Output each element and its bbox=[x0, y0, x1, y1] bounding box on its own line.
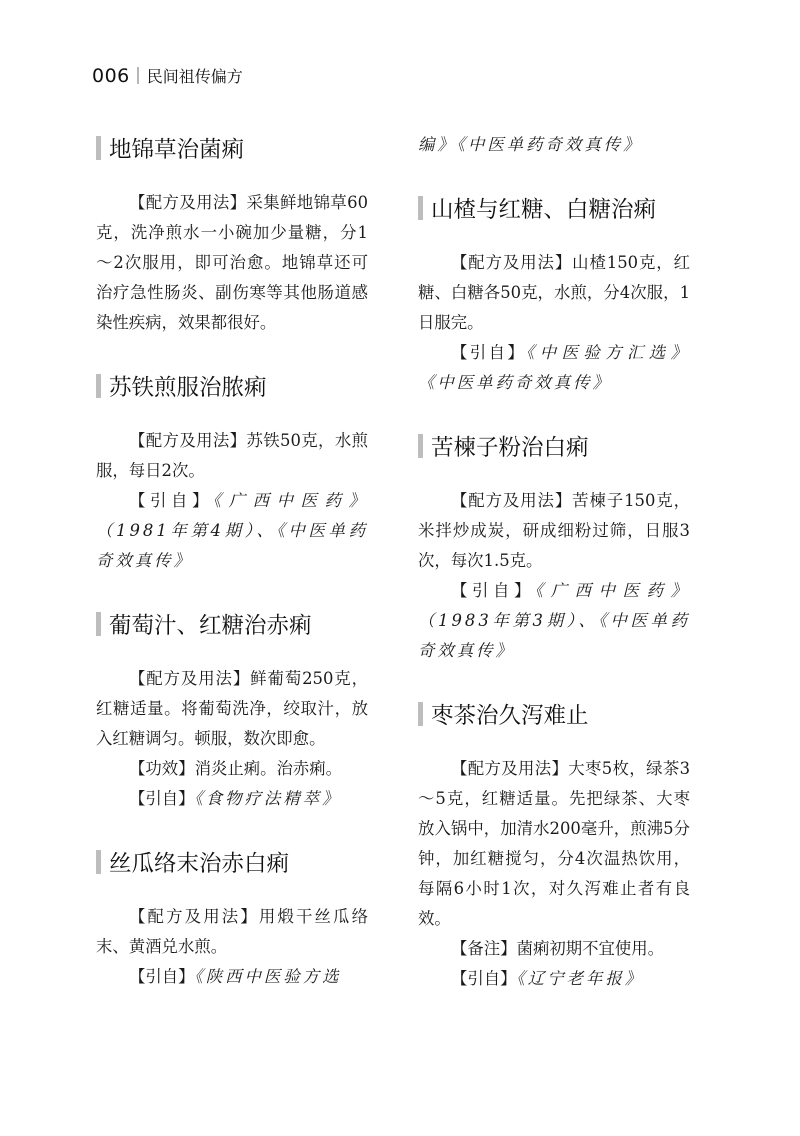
citation-continuation: 编》《中医单药奇效真传》 bbox=[418, 135, 643, 154]
citation-paragraph: 【引自】《辽宁老年报》 bbox=[451, 969, 645, 988]
title-marker-bar bbox=[96, 374, 101, 398]
title-marker-bar bbox=[96, 612, 101, 636]
right-column bbox=[418, 130, 690, 994]
note-paragraph: 【备注】菌痢初期不宜使用。 bbox=[451, 939, 665, 958]
book-title: 民间祖传偏方 bbox=[146, 67, 243, 86]
section-putao bbox=[96, 606, 368, 814]
recipe-paragraph: 【配方及用法】采集鲜地锦草60克，洗净煎水一小碗加少量糖，分1～2次服用，即可治愈。地锦草还可治疗急性肠炎、副伤寒等其他肠道感染性疾病，效果都很好。 bbox=[96, 193, 369, 332]
section-title: 苦楝子粉治白痢 bbox=[418, 428, 690, 464]
section-sigualuo bbox=[96, 844, 368, 992]
section-sutie bbox=[96, 368, 368, 576]
section-title: 山楂与红糖、白糖治痢 bbox=[418, 190, 690, 226]
section-title: 葡萄汁、红糖治赤痢 bbox=[96, 606, 368, 642]
running-header bbox=[92, 64, 243, 87]
header-divider bbox=[137, 67, 139, 84]
recipe-paragraph: 【配方及用法】苦楝子150克，米拌炒成炭，研成细粉过筛，日服3次，每次1.5克。 bbox=[418, 491, 690, 570]
citation-paragraph: 【引自】《食物疗法精萃》 bbox=[129, 789, 342, 808]
recipe-paragraph: 【配方及用法】山楂150克，红糖、白糖各50克，水煎，分4次服，1日服完。 bbox=[418, 253, 690, 332]
left-column bbox=[96, 130, 368, 992]
section-kulianzi bbox=[418, 428, 690, 666]
section-title: 丝瓜络末治赤白痢 bbox=[96, 844, 368, 880]
page-number: 006 bbox=[92, 64, 130, 87]
title-marker-bar bbox=[96, 136, 101, 160]
recipe-paragraph: 【配方及用法】鲜葡萄250克，红糖适量。将葡萄洗净，绞取汁，放入红糖调匀。顿服，数次即愈。 bbox=[96, 669, 368, 748]
section-shanzha bbox=[418, 190, 690, 398]
citation-paragraph: 【引自】《中医验方汇选》《中医单药奇效真传》 bbox=[418, 343, 690, 392]
section-zaocha bbox=[418, 696, 690, 994]
section-title: 苏铁煎服治脓痢 bbox=[96, 368, 368, 404]
section-title: 地锦草治菌痢 bbox=[96, 130, 368, 166]
section-title: 枣茶治久泻难止 bbox=[418, 696, 690, 732]
section-dijincao bbox=[96, 130, 368, 338]
recipe-paragraph: 【配方及用法】大枣5枚，绿茶3～5克，红糖适量。先把绿茶、大枣放入锅中，加清水200毫升，煎沸5分钟，加红糖搅匀，分4次温热饮用，每隔6小时1次，对久泻难止者有良效。 bbox=[418, 759, 690, 928]
title-marker-bar bbox=[418, 702, 423, 726]
recipe-paragraph: 【配方及用法】用煅干丝瓜络末、黄酒兑水煎。 bbox=[96, 907, 369, 956]
citation-paragraph: 【引自】《广西中医药》（1981年第4期）、《中医单药奇效真传》 bbox=[96, 491, 368, 570]
recipe-paragraph: 【配方及用法】苏铁50克，水煎服，每日2次。 bbox=[96, 431, 369, 480]
title-marker-bar bbox=[418, 196, 423, 220]
title-marker-bar bbox=[96, 850, 101, 874]
citation-paragraph: 【引自】《广西中医药》（1983年第3期）、《中医单药奇效真传》 bbox=[418, 581, 690, 660]
citation-paragraph: 【引自】《陕西中医验方选 bbox=[129, 967, 342, 986]
title-marker-bar bbox=[418, 434, 423, 458]
effect-paragraph: 【功效】消炎止痢。治赤痢。 bbox=[129, 759, 343, 778]
